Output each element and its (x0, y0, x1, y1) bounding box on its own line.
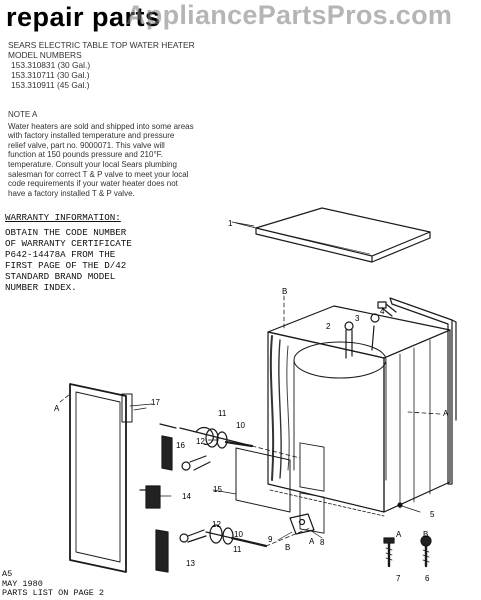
part-thermostat (140, 486, 160, 508)
warranty-line: P642-14478A FROM THE (5, 249, 116, 260)
part-cabinet (268, 298, 456, 533)
note-line: Water heaters are sold and shipped into some areas (8, 121, 194, 131)
warranty-line: OF WARRANTY CERTIFICATE (5, 238, 132, 249)
footer-parts-list: PARTS LIST ON PAGE 2 (2, 588, 105, 598)
warranty-line: OBTAIN THE CODE NUMBER (5, 227, 127, 238)
model-number: 153.310831 (30 Gal.) (11, 60, 91, 70)
part-access-panel (236, 448, 290, 512)
note-line: salesman for correct T & P valve to meet your local (8, 169, 189, 179)
callout-5: 5 (430, 510, 435, 519)
callout-3: 3 (355, 314, 360, 323)
callout-10: 10 (236, 421, 245, 430)
callout-6: 6 (425, 574, 430, 583)
callout-12: 12 (212, 520, 221, 529)
callout-12: 12 (196, 437, 205, 446)
callout-1: 1 (228, 219, 233, 228)
callout-11: 11 (233, 545, 242, 554)
callout-16: 16 (176, 441, 185, 450)
part-top-cover (232, 208, 430, 262)
model-number: 153.310911 (45 Gal.) (11, 80, 90, 90)
callout-a: A (309, 537, 315, 546)
watermark: AppliancePartsPros.com (126, 0, 453, 30)
callout-9: 9 (268, 535, 273, 544)
callout-b: B (423, 530, 429, 539)
subtitle-line-2: MODEL NUMBERS (8, 50, 82, 60)
note-line: relief valve, part no. 9000071. This valve will (8, 140, 165, 150)
note-line: code requirements if your water heater does not (8, 179, 178, 189)
callout-a: A (396, 530, 402, 539)
model-number: 153.310711 (30 Gal.) (11, 70, 90, 80)
part-access-door (70, 384, 152, 572)
callout-b: B (282, 287, 288, 296)
callout-b: B (285, 543, 291, 552)
callout-a: A (443, 409, 449, 418)
warranty-line: STANDARD BRAND MODEL (5, 271, 116, 282)
warranty-line: FIRST PAGE OF THE D/42 (5, 260, 127, 271)
callout-17: 17 (151, 398, 160, 407)
note-heading: NOTE A (8, 110, 38, 119)
callout-11: 11 (218, 409, 227, 418)
callout-13: 13 (186, 559, 195, 568)
part-lower-element (156, 525, 266, 572)
callout-14: 14 (182, 492, 191, 501)
footer-block (2, 570, 104, 599)
warranty-heading: WARRANTY INFORMATION: (5, 212, 121, 223)
callout-15: 15 (213, 485, 222, 494)
assembly-lines (60, 296, 440, 546)
warranty-line: NUMBER INDEX. (5, 282, 77, 293)
note-line: with factory installed temperature and pressure (8, 131, 175, 141)
page-title: repair parts (6, 2, 161, 32)
footer-code: A5 (2, 569, 13, 579)
part-screws (384, 536, 431, 566)
callout-a: A (54, 404, 60, 413)
callout-10: 10 (234, 530, 243, 539)
callout-7: 7 (396, 574, 401, 583)
subtitle-line-1: SEARS ELECTRIC TABLE TOP WATER HEATER (8, 40, 195, 50)
callout-8: 8 (320, 538, 325, 547)
note-line: function at 150 pounds pressure and 210°F. (8, 150, 163, 160)
callout-4: 4 (380, 307, 385, 316)
callout-2: 2 (326, 322, 331, 331)
note-line: temperature. Consult your local Sears plumbing (8, 159, 177, 169)
footer-date: MAY 1980 (2, 578, 43, 589)
note-line: have a factory installed T & P valve. (8, 188, 135, 198)
part-upper-element (160, 424, 252, 470)
